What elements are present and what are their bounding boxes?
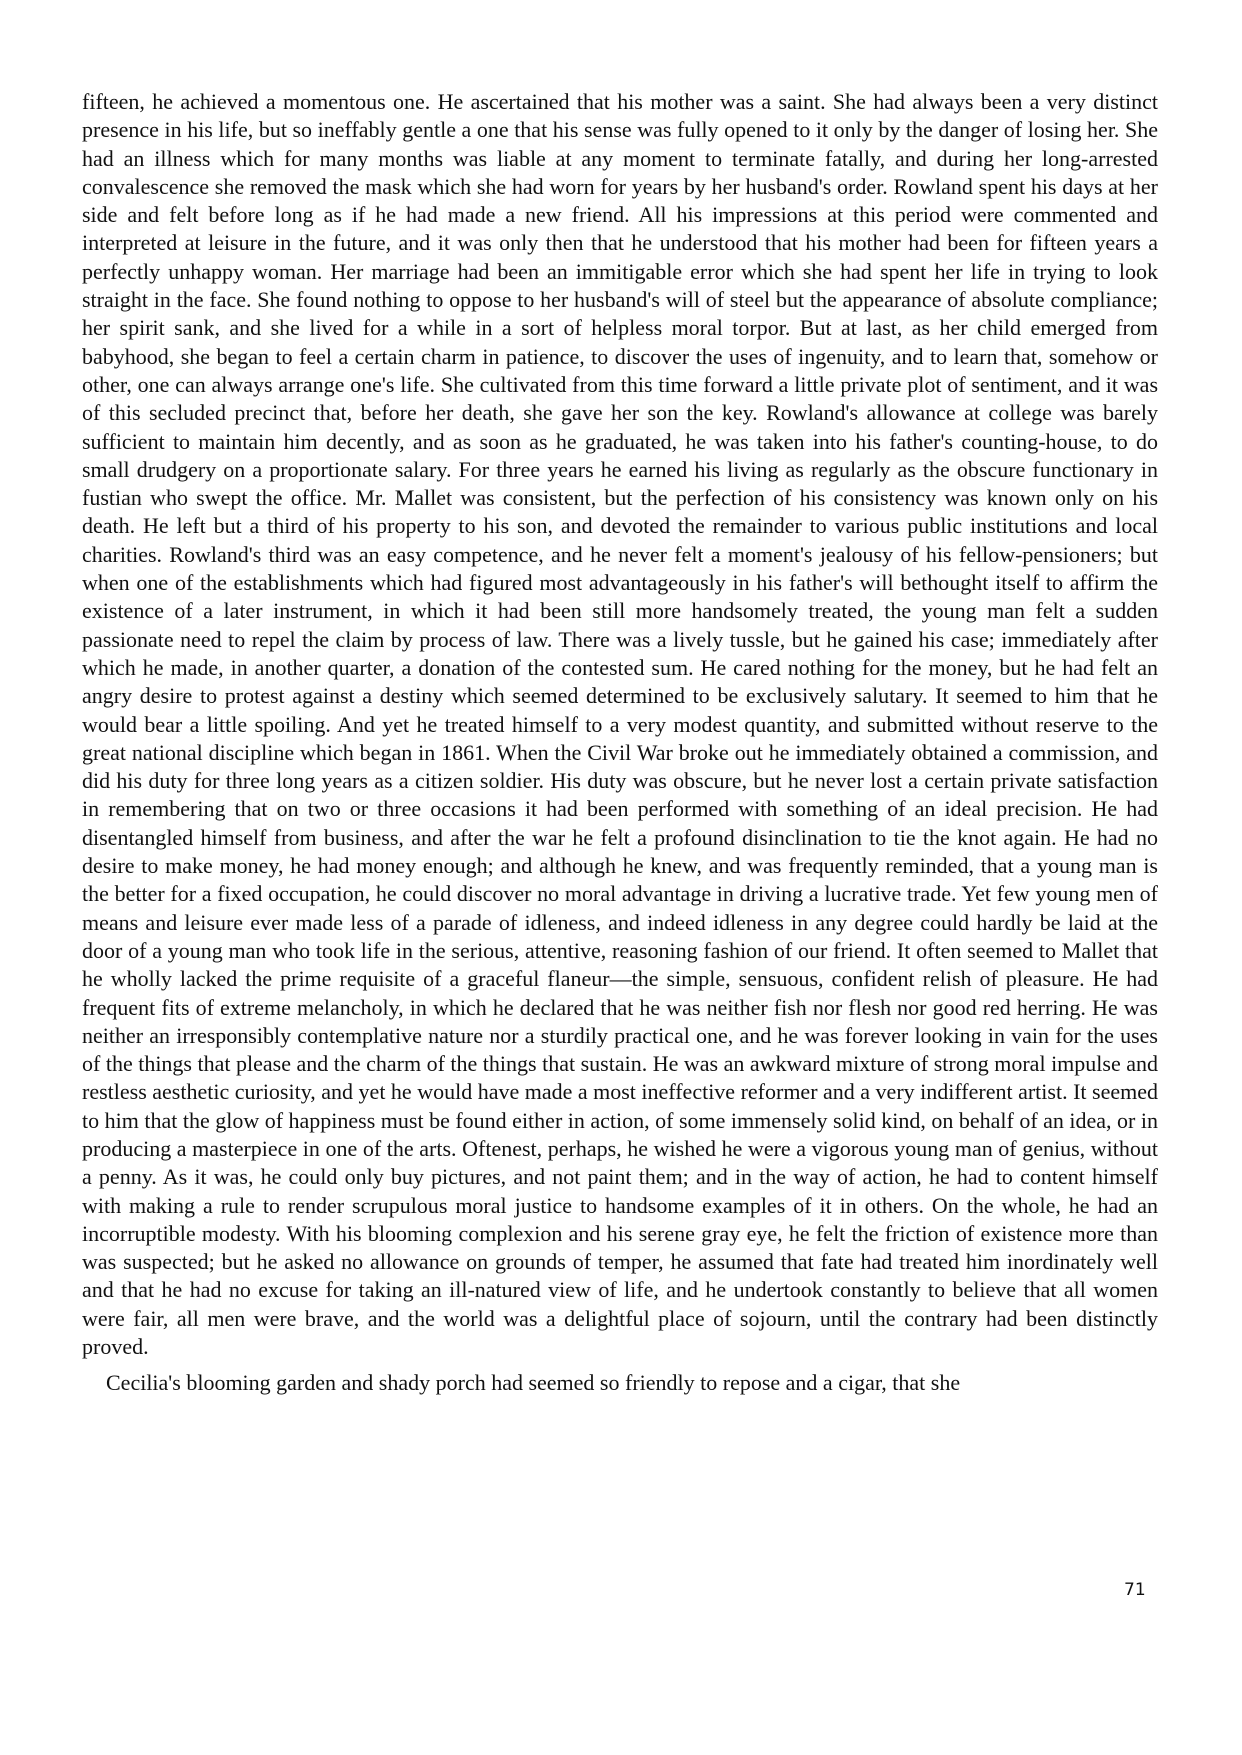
page-number: 71	[1124, 1580, 1146, 1600]
paragraph-new: Cecilia's blooming garden and shady porch had seemed so friendly to repose and a cigar, that she	[106, 1370, 961, 1396]
body-text	[82, 88, 1158, 1398]
paragraph-continued: fifteen, he achieved a momentous one. He ascertained that his mother was a saint. She had always been a very distinct presence in his life, but so ineffably gentle a one that his sense was fully opened to it only by the danger of losing her. She had an illness which for many months was liable at any moment to terminate fatally, and during her long-arrested convalescence she removed the mask which she had worn for years by her husband's order. Rowland spent his days at her side and felt before long as if he had made a new friend. All his impressions at this period were commented and interpreted at leisure in the future, and it was only then that he understood that his mother had been for fifteen years a perfectly unhappy woman. Her marriage had been an immitigable error which she had spent her life in trying to look straight in the face. She found nothing to oppose to her husband's will of steel but the appearance of absolute compliance; her spirit sank, and she lived for a while in a sort of helpless moral torpor. But at last, as her child emerged from babyhood, she began to feel a certain charm in patience, to discover the uses of ingenuity, and to learn that, somehow or other, one can always arrange one's life. She cultivated from this time forward a little private plot of sentiment, and it was of this secluded precinct that, before her death, she gave her son the key. Rowland's allowance at college was barely sufficient to maintain him decently, and as soon as he graduated, he was taken into his father's counting-house, to do small drudgery on a proportionate salary. For three years he earned his living as regularly as the obscure functionary in fustian who swept the office. Mr. Mallet was consistent, but the perfection of his consistency was known only on his death. He left but a third of his property to his son, and devoted the remainder to various public institutions and local charities. Rowland's third was an easy competence, and he never felt a moment's jealousy of his fellow-pensioners; but when one of the establishments which had figured most advantageously in his father's will bethought itself to affirm the existence of a later instrument, in which it had been still more handsomely treated, the young man felt a sudden passionate need to repel the claim by process of law. There was a lively tussle, but he gained his case; immediately after which he made, in another quarter, a donation of the contested sum. He cared nothing for the money, but he had felt an angry desire to protest against a destiny which seemed determined to be exclusively salutary. It seemed to him that he would bear a little spoiling. And yet he treated himself to a very modest quantity, and submitted without reserve to the great national discipline which began in 1861. When the Civil War broke out he immediately obtained a commission, and did his duty for three long years as a citizen soldier. His duty was obscure, but he never lost a certain private satisfaction in remembering that on two or three occasions it had been performed with something of an ideal precision. He had disentangled himself from business, and after the war he felt a profound disinclination to tie the knot again. He had no desire to make money, he had money enough; and although he knew, and was frequently reminded, that a young man is the better for a fixed occupation, he could discover no moral advantage in driving a lucrative trade. Yet few young men of means and leisure ever made less of a parade of idleness, and indeed idleness in any degree could hardly be laid at the door of a young man who took life in the serious, attentive, reasoning fashion of our friend. It often seemed to Mallet that he wholly lacked the prime requisite of a graceful flaneur—the simple, sensuous, confident relish of pleasure. He had frequent fits of extreme melancholy, in which he declared that he was neither fish nor flesh nor good red herring. He was neither an irresponsibly contemplative nature nor a sturdily practical one, and he was forever looking in vain for the uses of the things that please and the charm of the things that sustain. He was an awkward mixture of strong moral impulse and restless aesthetic curiosity, and yet he would have made a most ineffective reformer and a very indifferent artist. It seemed to him that the glow of happiness must be found either in action, of some immensely solid kind, on behalf of an idea, or in producing a masterpiece in one of the arts. Oftenest, perhaps, he wished he were a vigorous young man of genius, without a penny. As it was, he could only buy pictures, and not paint them; and in the way of action, he had to content himself with making a rule to render scrupulous moral justice to handsome examples of it in others. On the whole, he had an incorruptible modesty. With his blooming complexion and his serene gray eye, he felt the friction of existence more than was suspected; but he asked no allowance on grounds of temper, he assumed that fate had treated him inordinately well and that he had no excuse for taking an ill-natured view of life, and he undertook constantly to believe that all women were fair, all men were brave, and the world was a delightful place of sojourn, until the contrary had been distinctly proved.	[82, 89, 1158, 1360]
